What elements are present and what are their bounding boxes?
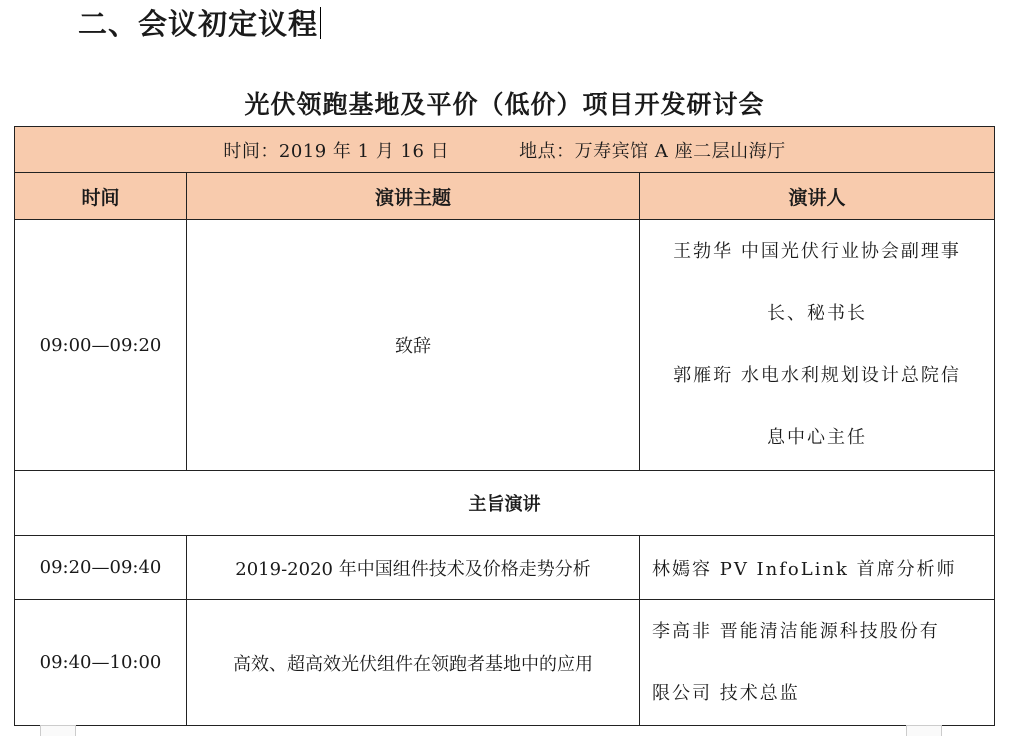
session-topic[interactable]: 致辞 (187, 220, 640, 471)
speaker-line: 李高非 晋能清洁能源科技股份有 (652, 620, 940, 642)
session-time[interactable]: 09:20—09:40 (15, 536, 187, 600)
session-speaker[interactable] (640, 536, 995, 600)
speaker-line: 限公司 技术总监 (652, 682, 800, 704)
session-speaker[interactable] (640, 220, 995, 471)
column-header-row (15, 173, 995, 220)
speaker-line: 王勃华 中国光伏行业协会副理事 (673, 241, 961, 262)
section-heading (78, 4, 321, 44)
info-cell[interactable] (15, 127, 995, 173)
table-row (15, 220, 995, 471)
text-cursor (320, 7, 321, 39)
section-heading-text: 二、会议初定议程 (78, 7, 319, 41)
meeting-location: 地点：万寿宾馆 A 座二层山海厅 (519, 140, 786, 162)
page-corner-mark-right (906, 725, 942, 736)
session-speaker[interactable] (640, 600, 995, 726)
column-header-topic[interactable]: 演讲主题 (187, 173, 640, 220)
page-corner-mark-left (40, 725, 76, 736)
session-topic[interactable]: 2019-2020 年中国组件技术及价格走势分析 (187, 536, 640, 600)
agenda-table-title: 光伏领跑基地及平价（低价）项目开发研讨会 (244, 90, 765, 119)
column-header-speaker[interactable]: 演讲人 (640, 173, 995, 220)
speaker-line: 郭雁珩 水电水利规划设计总院信 (673, 365, 961, 386)
session-topic[interactable]: 高效、超高效光伏组件在领跑者基地中的应用 (187, 600, 640, 726)
session-time[interactable]: 09:00—09:20 (15, 220, 187, 471)
meeting-time: 时间：2019 年 1 月 16 日 (223, 140, 450, 162)
session-time[interactable]: 09:40—10:00 (15, 600, 187, 726)
info-row (15, 127, 995, 173)
table-row (15, 600, 995, 726)
agenda-table (14, 126, 995, 726)
speaker-line: 息中心主任 (767, 427, 868, 448)
speaker-line: 林嫣容 PV InfoLink 首席分析师 (652, 558, 957, 580)
column-header-time[interactable]: 时间 (15, 173, 187, 220)
section-row (15, 471, 995, 536)
section-label[interactable]: 主旨演讲 (15, 471, 995, 536)
table-row (15, 536, 995, 600)
speaker-line: 长、秘书长 (767, 303, 868, 324)
